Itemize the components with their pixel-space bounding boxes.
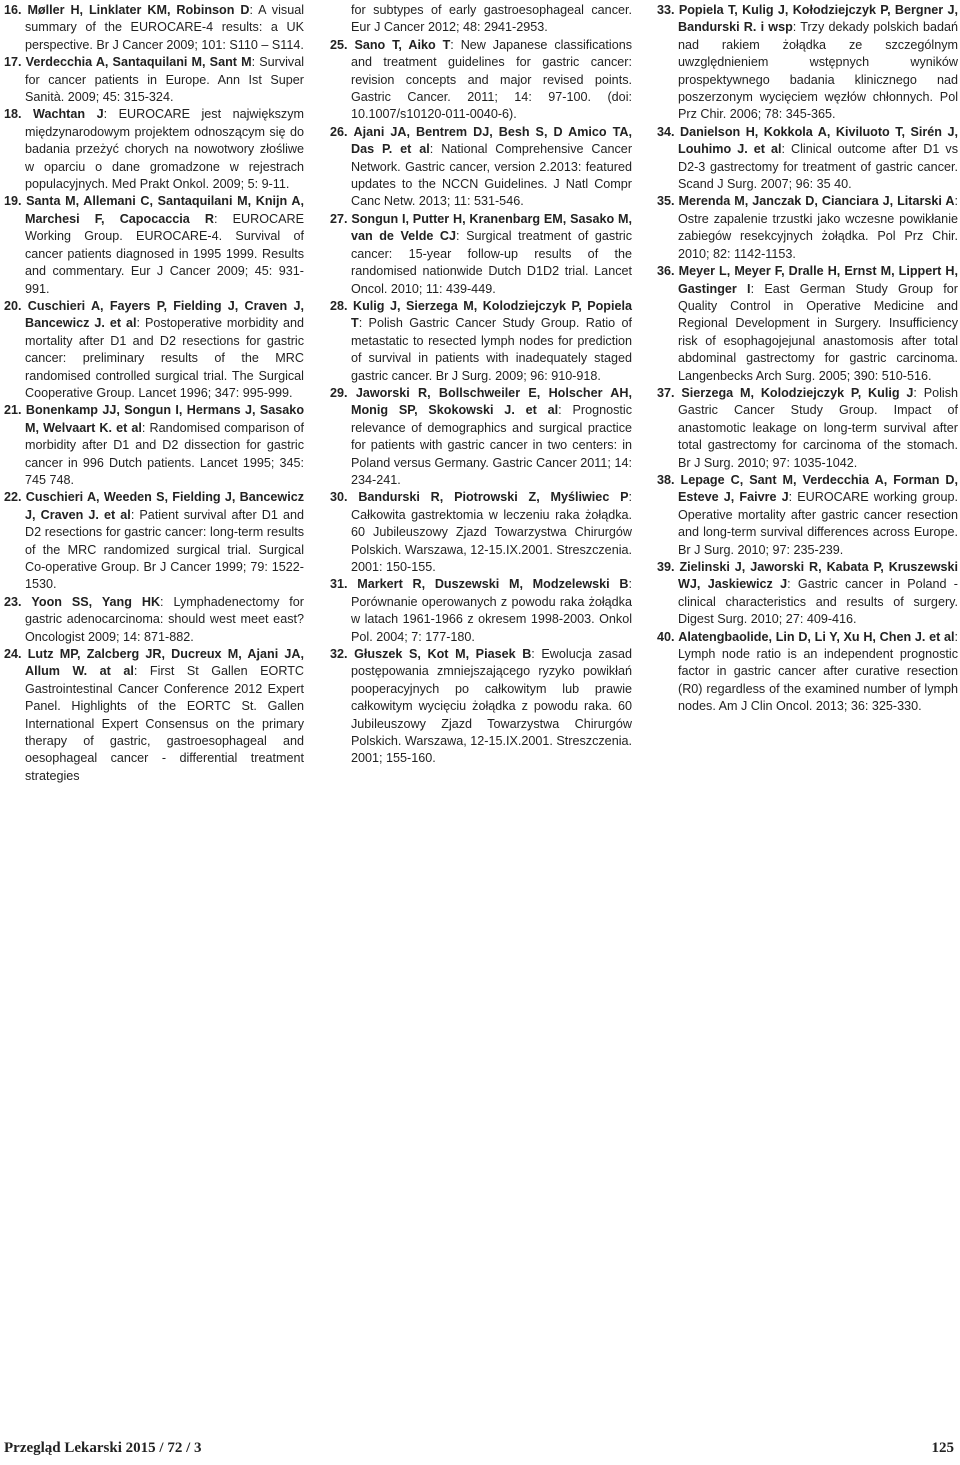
reference-number: 34. <box>657 124 675 139</box>
reference-item <box>4 2 304 54</box>
reference-text: : First St Gallen EORTC Gastrointestinal Cancer Conference 2012 Expert Panel. Highlights of the EORTC St. Gallen International Expert Consensus on the primary therapy of gastric, gastroesophageal and oesophageal cancer - differential treatment strategies <box>25 664 304 783</box>
reference-authors: Jaworski R, Bollschweiler E, Holscher AH, Monig SP, Skokowski J. et al <box>351 385 632 418</box>
reference-authors: Markert R, Duszewski M, Modzelewski B <box>357 577 629 592</box>
reference-authors: Verdecchia A, Santaquilani M, Sant M <box>25 55 252 70</box>
reference-item <box>4 594 304 646</box>
page-number: 125 <box>931 1440 954 1456</box>
reference-item <box>330 37 632 124</box>
reference-number: 31. <box>330 577 348 592</box>
reference-number: 27. <box>330 211 348 226</box>
reference-text: : Patient survival after D1 and D2 resections for gastric cancer: long-term results of the MRC randomized surgical trial. Surgical Co-operative Group. Br J Cancer 1999; 79: 1522-1530. <box>25 507 305 592</box>
reference-authors: Yoon SS, Yang HK <box>31 594 161 609</box>
reference-authors: Alatengbaolide, Lin D, Li Y, Xu H, Chen J. et al <box>678 629 955 644</box>
reference-number: 37. <box>657 385 675 400</box>
reference-text: : Prognostic relevance of demographics and surgical practice for patients with gastric cancer in two centers: in Poland versus Germany. Gastric Cancer 2011; 14: 234-241. <box>351 403 632 487</box>
reference-text: : Clinical outcome after D1 vs D2-3 gastrectomy for treatment of gastric cancer. Scand J Surg. 2007; 96: 35 40. <box>678 142 958 192</box>
reference-authors: Popiela T, Kulig J, Kołodziejczyk P, Bergner J, Bandurski R. i wsp <box>678 3 958 35</box>
reference-text: : Survival for cancer patients in Europe. Ann Ist Super Sanità. 2009; 45: 315-324. <box>25 55 305 105</box>
reference-text: : National Comprehensive Cancer Network. Gastric cancer, version 2.2013: featured updates to the NCCN Guidelines. J Natl Compr Canc Netw. 2013; 11: 531-546. <box>351 142 633 209</box>
reference-text: : East German Study Group for Quality Control in Operative Medicine and Regional Development in Surgery. Insufficiency risk of esophagojejunal anastomosis after total abdominal gastrectomy for gastric carcinoma. Langenbecks Arch Surg. 2005; 390: 510-516. <box>678 281 958 383</box>
reference-number: 40. <box>657 629 675 644</box>
reference-item <box>4 54 304 106</box>
reference-text: : Surgical treatment of gastric cancer: 15-year follow-up results of the randomised nationwide Dutch D1D2 trial. Lancet Oncol. 2010; 11: 439-449. <box>351 229 632 296</box>
page-footer <box>0 1440 960 1460</box>
reference-text: : Ewolucja zasad postępowania zmniejszającego ryzyko powikłań pooperacyjnych po całkowitym lub prawie całkowitym wycięciu żołądka z powodu raka. 60 Jubileuszowy Zjazd Towarzystwa Chirurgów Polskich. Warszawa, 12-15.IX.2001. Streszczenia. 2001; 155-160. <box>351 647 632 766</box>
reference-number: 28. <box>330 298 348 313</box>
reference-number: 20. <box>4 298 22 313</box>
reference-item <box>4 489 304 593</box>
reference-number: 25. <box>330 37 348 52</box>
reference-authors: Kulig J, Sierzega M, Kolodziejczyk P, Popiela T <box>351 298 632 331</box>
reference-text: : Lymphadenectomy for gastric adenocarcinoma: should west meet east? Oncologist 2009; 14: 871-882. <box>25 594 304 644</box>
reference-text: : Porównanie operowanych z powodu raka żołądka w latach 1961-1966 z okresem 1998-2003. Onkol Pol. 2004; 7: 177-180. <box>351 577 633 644</box>
reference-item <box>330 576 632 646</box>
reference-item <box>4 402 304 489</box>
reference-item <box>330 124 632 211</box>
reference-authors: Merenda M, Janczak D, Cianciara J, Litarski A <box>678 194 955 209</box>
reference-number: 18. <box>4 107 22 122</box>
reference-item <box>657 472 958 559</box>
reference-authors: Bonenkamp JJ, Songun I, Hermans J, Sasako M, Welvaart K. et al <box>25 403 305 435</box>
reference-text: : New Japanese classifications and treatment guidelines for gastric cancer: revision concepts and major revised points. Gastric Cancer. 2011; 14: 97-100. (doi: 10.1007/s10120-011-0040-6). <box>351 37 633 122</box>
reference-number: 30. <box>330 490 348 505</box>
reference-number: 19. <box>4 194 22 209</box>
reference-authors: Ajani JA, Bentrem DJ, Besh S, D Amico TA, Das P. et al <box>351 124 632 157</box>
reference-text: : Trzy dekady polskich badań nad rakiem żołądka ze szczególnym uwzględnieniem wstępnych wyników prospektywnego badania klinicznego nad poszerzonym wycięciem węzłów chłonnych. Pol Prz Chir. 2006; 78: 345-365. <box>678 20 958 122</box>
reference-text: : Randomised comparison of morbidity after D1 and D2 dissection for gastric cancer in 996 Dutch patients. Lancet 1995; 345: 745 748. <box>25 420 304 487</box>
reference-item <box>657 124 958 194</box>
reference-authors: Songun I, Putter H, Kranenbarg EM, Sasako M, van de Velde CJ <box>351 211 632 244</box>
reference-authors: Wachtan J <box>33 107 104 122</box>
reference-text: : EUROCARE working group. Operative mortality after gastric cancer resection and long-term survival differences across Europe. Br J Surg. 2010; 97: 235-239. <box>678 490 958 557</box>
reference-number: 38. <box>657 472 675 487</box>
reference-item <box>657 193 958 263</box>
reference-text: : EUROCARE Working Group. EUROCARE-4. Survival of cancer patients diagnosed in 1995 1999. Results and commentary. Eur J Cancer 2009; 45: 931-991. <box>25 211 304 296</box>
reference-authors: Lepage C, Sant M, Verdecchia A, Forman D, Esteve J, Faivre J <box>678 472 958 505</box>
reference-authors: Sano T, Aiko T <box>354 37 451 52</box>
reference-text: : Postoperative morbidity and mortality after D1 and D2 resections for gastric cancer: preliminary results of the MRC randomised controlled surgical trial. The Surgical Cooperative Group. Lancet 1996; 347: 995-999. <box>25 316 304 400</box>
reference-item <box>657 385 958 472</box>
reference-number: 22. <box>4 490 22 505</box>
reference-number: 26. <box>330 124 348 139</box>
reference-text: : A visual summary of the EUROCARE-4 results: a UK perspective. Br J Cancer 2009; 101: S110 – S114. <box>25 3 304 52</box>
reference-number: 23. <box>4 594 22 609</box>
reference-item <box>657 559 958 629</box>
reference-text: : Gastric cancer in Poland - clinical characteristics and results of surgery. Digest Surg. 2010; 27: 409-416. <box>678 577 958 627</box>
reference-item <box>330 489 632 576</box>
reference-number: 29. <box>330 385 348 400</box>
reference-authors: Cuschieri A, Weeden S, Fielding J, Bancewicz J, Craven J. et al <box>25 490 304 522</box>
reference-authors: Danielson H, Kokkola A, Kiviluoto T, Sirén J, Louhimo J. et al <box>678 124 958 157</box>
reference-item <box>4 106 304 193</box>
reference-text: : Całkowita gastrektomia w leczeniu raka żołądka. 60 Jubileuszowy Zjazd Towarzystwa Chirurgów Polskich. Warszawa, 12-15.IX.2001. Streszczenia. 2001: 150-155. <box>351 490 633 574</box>
reference-text: : Polish Gastric Cancer Study Group. Ratio of metastatic to resected lymph nodes for prediction of survival in patients with inadequately staged gastric cancer. Br J Surg. 2009; 96: 910-918. <box>351 316 632 383</box>
reference-item <box>657 629 958 716</box>
reference-authors: Møller H, Linklater KM, Robinson D <box>27 3 250 17</box>
reference-continuation: for subtypes of early gastroesophageal cancer. Eur J Cancer 2012; 48: 2941-2953. <box>351 3 632 35</box>
reference-text: : Lymph node ratio is an independent prognostic factor in gastric cancer after curative resection (R0) regardless of the examined number of lymph nodes. Am J Clin Oncol. 2013; 36: 325-330. <box>678 629 958 714</box>
reference-column-3 <box>657 2 958 716</box>
reference-authors: Lutz MP, Zalcberg JR, Ducreux M, Ajani JA, Allum W. at al <box>25 647 304 679</box>
reference-authors: Zielinski J, Jaworski R, Kabata P, Kruszewski WJ, Jaskiewicz J <box>678 560 959 592</box>
reference-number: 24. <box>4 647 22 662</box>
reference-item <box>330 385 632 489</box>
reference-authors: Meyer L, Meyer F, Dralle H, Ernst M, Lippert H, Gastinger I <box>678 264 959 296</box>
reference-column-1 <box>4 2 304 785</box>
reference-number: 16. <box>4 3 22 17</box>
reference-authors: Głuszek S, Kot M, Piasek B <box>354 647 532 662</box>
reference-number: 35. <box>657 194 675 209</box>
reference-number: 21. <box>4 403 22 418</box>
reference-item <box>4 298 304 402</box>
reference-item <box>4 646 304 785</box>
reference-number: 33. <box>657 3 675 17</box>
reference-item <box>4 193 304 297</box>
reference-number: 39. <box>657 560 675 574</box>
reference-item <box>330 646 632 768</box>
reference-column-2 <box>330 2 632 768</box>
reference-authors: Santa M, Allemani C, Santaquilani M, Knijn A, Marchesi F, Capocaccia R <box>25 194 304 226</box>
reference-text: : Polish Gastric Cancer Study Group. Impact of anastomotic leakage on long-term survival after total gastrectomy for carcinoma of the stomach. Br J Surg. 2010; 97: 1035-1042. <box>678 385 958 470</box>
reference-number: 32. <box>330 647 348 662</box>
reference-text: : Ostre zapalenie trzustki jako wczesne powikłanie zabiegów resekcyjnych żołądka. Pol Prz Chir. 2010; 82: 1142-1153. <box>678 194 958 261</box>
reference-item <box>330 298 632 385</box>
reference-item <box>657 263 958 385</box>
journal-issue: Przegląd Lekarski 2015 / 72 / 3 <box>4 1440 202 1456</box>
reference-number: 36. <box>657 264 675 279</box>
reference-number: 17. <box>4 55 22 70</box>
reference-authors: Bandurski R, Piotrowski Z, Myśliwiec P <box>358 490 629 505</box>
reference-authors: Sierzega M, Kolodziejczyk P, Kulig J <box>681 385 914 400</box>
reference-authors: Cuschieri A, Fayers P, Fielding J, Craven J, Bancewicz J. et al <box>25 298 305 331</box>
reference-item <box>657 2 958 124</box>
reference-text: : EUROCARE jest największym międzynarodowym projektem odnoszącym się do badania przeżyć chorych na nowotwory złośliwe w oparciu o dane gromadzone w rejestrach populacyjnych. Med Prakt Onkol. 2009; 5: 9-11. <box>25 107 305 192</box>
reference-item <box>330 211 632 298</box>
